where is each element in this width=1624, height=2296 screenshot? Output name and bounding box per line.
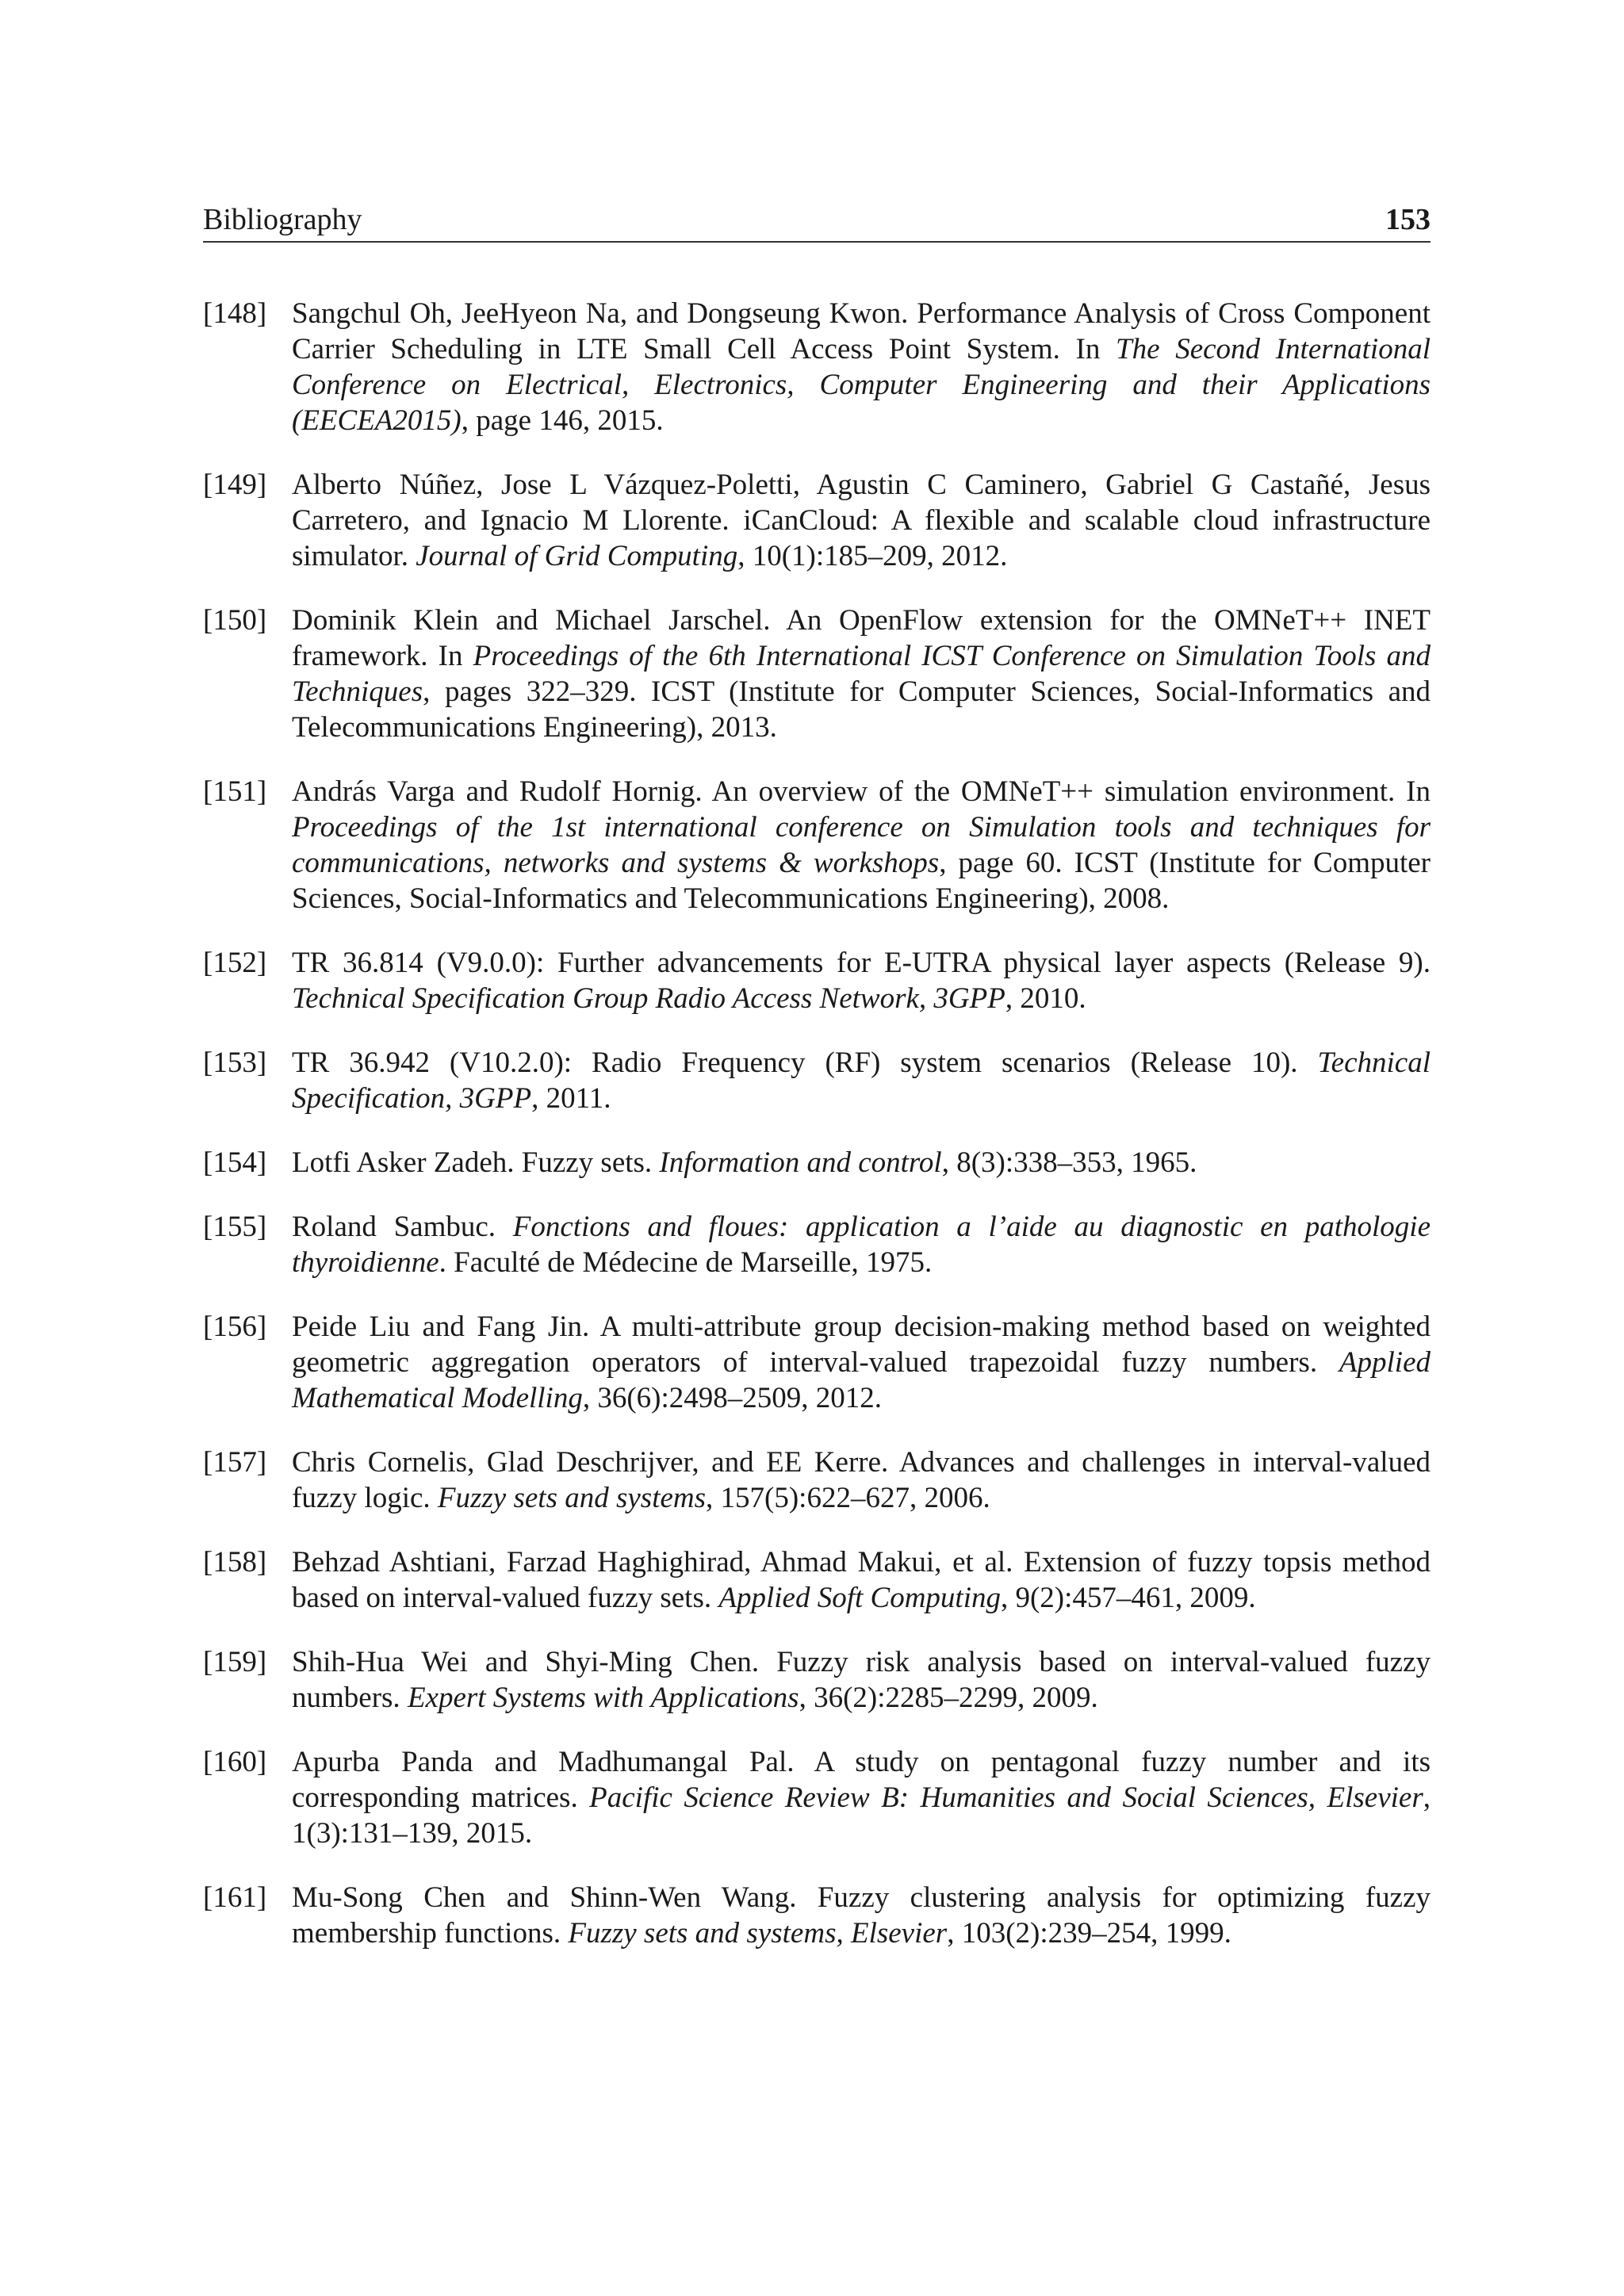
reference-text: Chris Cornelis, Glad Deschrijver, and EE Kerre. Advances and challenges in interval-valued fuzzy logic. [292, 1446, 1431, 1514]
reference-label: [154] [203, 1146, 267, 1179]
reference-entry [203, 467, 1431, 574]
reference-text: , 1(3):131–139, 2015. [292, 1781, 1431, 1850]
reference-source-title: Technical Specification, 3GPP [292, 1047, 1431, 1115]
reference-text: , 103(2):239–254, 1999. [947, 1917, 1231, 1950]
reference-text: András Varga and Rudolf Hornig. An overview of the OMNeT++ simulation environment. In [292, 775, 1431, 808]
reference-entry [203, 1744, 1431, 1851]
reference-label: [152] [203, 947, 267, 979]
reference-label: [159] [203, 1646, 267, 1678]
reference-label: [153] [203, 1047, 267, 1079]
reference-source-title: Expert Systems with Applications [407, 1682, 799, 1714]
reference-text: Behzad Ashtiani, Farzad Haghighirad, Ahmad Makui, et al. Extension of fuzzy topsis method based on interval-valued fuzzy sets. [292, 1546, 1431, 1614]
reference-text: , 157(5):622–627, 2006. [706, 1482, 990, 1514]
reference-text: TR 36.942 (V10.2.0): Radio Frequency (RF) system scenarios (Release 10). [292, 1047, 1318, 1079]
reference-entry [203, 1309, 1431, 1416]
reference-label: [160] [203, 1746, 267, 1778]
reference-text: Apurba Panda and Madhumangal Pal. A study on pentagonal fuzzy number and its corresponding matrices. [292, 1746, 1431, 1814]
reference-entry [203, 1644, 1431, 1716]
page-header [203, 198, 1431, 243]
reference-text: , page 60. ICST (Institute for Computer Sciences, Social-Informatics and Telecommunications Engineering), 2008. [292, 847, 1431, 915]
reference-text: Lotfi Asker Zadeh. Fuzzy sets. [292, 1146, 660, 1179]
reference-entry [203, 945, 1431, 1016]
reference-text: , page 146, 2015. [461, 404, 664, 437]
reference-entry [203, 1880, 1431, 1951]
reference-text: Alberto Núñez, Jose L Vázquez-Poletti, Agustin C Caminero, Gabriel G Castañé, Jesus Carretero, and Ignacio M Llorente. iCanCloud: A flexible and scalable cloud infrastructure simulator. [292, 469, 1431, 572]
reference-label: [148] [203, 297, 267, 330]
reference-entry [203, 1445, 1431, 1516]
page-number: 153 [1385, 203, 1431, 236]
reference-text: Shih-Hua Wei and Shyi-Ming Chen. Fuzzy risk analysis based on interval-valued fuzzy numbers. [292, 1646, 1431, 1714]
reference-text: , 36(6):2498–2509, 2012. [582, 1382, 883, 1414]
reference-source-title: Technical Specification Group Radio Access Network, 3GPP [292, 982, 1005, 1015]
reference-source-title: Applied Soft Computing [718, 1582, 1001, 1614]
reference-text: , 2011. [531, 1082, 611, 1115]
reference-text: Roland Sambuc. [292, 1211, 513, 1243]
reference-text: TR 36.814 (V9.0.0): Further advancements for E-UTRA physical layer aspects (Release 9). [292, 947, 1431, 979]
reference-source-title: Pacific Science Review B: Humanities and Social Sciences, Elsevier [589, 1781, 1423, 1814]
reference-text: Sangchul Oh, JeeHyeon Na, and Dongseung Kwon. Performance Analysis of Cross Component Carrier Scheduling in LTE Small Cell Access Point System. In [292, 297, 1431, 365]
reference-entry [203, 1209, 1431, 1280]
reference-text: , pages 322–329. ICST (Institute for Computer Sciences, Social-Informatics and Telecommunications Engineering), 2013. [292, 675, 1431, 744]
reference-label: [156] [203, 1311, 267, 1343]
reference-source-title: Applied Mathematical Modelling [292, 1346, 1431, 1414]
reference-text: Dominik Klein and Michael Jarschel. An OpenFlow extension for the OMNeT++ INET framework. In [292, 604, 1431, 672]
reference-label: [157] [203, 1446, 267, 1479]
running-title: Bibliography [203, 203, 362, 236]
reference-entry [203, 603, 1431, 745]
reference-label: [151] [203, 775, 267, 808]
reference-label: [158] [203, 1546, 267, 1578]
reference-text: , 9(2):457–461, 2009. [1000, 1582, 1256, 1614]
bibliography-list [203, 296, 1431, 1980]
reference-entry [203, 774, 1431, 916]
reference-entry [203, 1544, 1431, 1616]
reference-source-title: Information and control [659, 1146, 942, 1179]
reference-text: , 8(3):338–353, 1965. [941, 1146, 1197, 1179]
reference-label: [150] [203, 604, 267, 637]
reference-label: [161] [203, 1881, 267, 1914]
reference-text: , 2010. [1005, 982, 1086, 1015]
reference-label: [155] [203, 1211, 267, 1243]
reference-source-title: Journal of Grid Computing [416, 540, 738, 572]
reference-label: [149] [203, 469, 267, 501]
reference-entry [203, 1145, 1431, 1181]
reference-source-title: Proceedings of the 6th International ICST Conference on Simulation Tools and Techniques [292, 640, 1431, 708]
reference-source-title: Fonctions and floues: application a l’aide au diagnostic en pathologie thyroidienne [292, 1211, 1431, 1279]
reference-source-title: Proceedings of the 1st international conference on Simulation tools and techniques for communications, networks and systems & workshops [292, 811, 1431, 879]
reference-entry [203, 296, 1431, 438]
reference-source-title: Fuzzy sets and systems, Elsevier [568, 1917, 948, 1950]
reference-text: . Faculté de Médecine de Marseille, 1975. [439, 1246, 933, 1279]
reference-text: Mu-Song Chen and Shinn-Wen Wang. Fuzzy clustering analysis for optimizing fuzzy membership functions. [292, 1881, 1431, 1950]
reference-text: , 10(1):185–209, 2012. [737, 540, 1008, 572]
reference-source-title: The Second International Conference on Electrical, Electronics, Computer Engineering and their Applications (EECEA2015) [292, 333, 1431, 437]
reference-source-title: Fuzzy sets and systems [437, 1482, 707, 1514]
reference-entry [203, 1045, 1431, 1116]
reference-text: , 36(2):2285–2299, 2009. [799, 1682, 1098, 1714]
reference-text: Peide Liu and Fang Jin. A multi-attribute group decision-making method based on weighted geometric aggregation operators of interval-valued trapezoidal fuzzy numbers. [292, 1311, 1431, 1379]
